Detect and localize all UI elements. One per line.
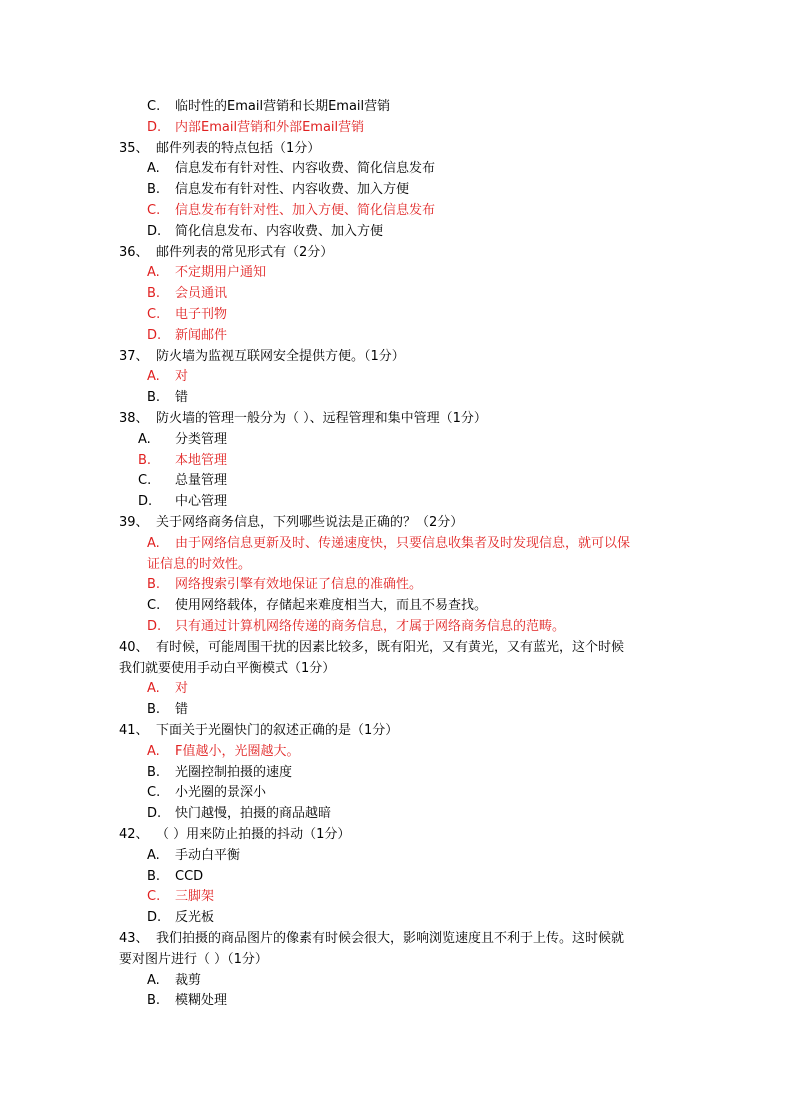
option-label: B. [138, 452, 152, 468]
line-text: 手动白平衡 [175, 847, 241, 863]
option-line [147, 617, 565, 637]
option-label: B. [147, 182, 161, 198]
option-label: C. [138, 473, 152, 489]
line-text: 信息发布有针对性、内容收费、加入方便 [175, 182, 410, 198]
line-text: 防火墙为监视互联网安全提供方便。（1分） [156, 348, 405, 364]
line-text: 中心管理 [175, 494, 228, 510]
option-line [147, 783, 266, 803]
option-line [147, 700, 188, 720]
option-label: D. [138, 494, 153, 510]
line-text: 由于网络信息更新及时、传递速度快，只要信息收集者及时发现信息，就可以保 [175, 535, 631, 551]
option-line [147, 887, 214, 907]
question-number: 37、 [119, 348, 149, 364]
question-line [119, 929, 624, 949]
option-label: D. [147, 223, 162, 239]
line-text: 对 [175, 369, 189, 385]
question-number: 42、 [119, 827, 149, 842]
question-line [119, 243, 333, 263]
line-text: 总量管理 [175, 473, 228, 489]
option-line [147, 846, 240, 866]
option-label: B. [147, 286, 161, 302]
option-line [147, 284, 227, 304]
option-line [147, 991, 227, 1011]
option-label: C. [147, 785, 161, 801]
line-text: 邮件列表的常见形式有（2分） [156, 244, 334, 260]
option-label: B. [147, 993, 161, 1009]
line-text: 对 [175, 681, 189, 697]
question-line [119, 409, 487, 429]
option-label: D. [147, 119, 162, 135]
line-text: 我们拍摄的商品图片的像素有时候会很大，影响浏览速度且不利于上传。这时候就 [156, 931, 625, 946]
question-continuation [119, 659, 335, 679]
option-label: A. [138, 431, 151, 447]
question-line [119, 139, 320, 159]
option-line [147, 201, 435, 221]
option-label: A. [147, 265, 160, 281]
question-line [119, 825, 350, 845]
line-text: 证信息的时效性。 [147, 556, 252, 572]
line-text: 小光圈的景深小 [175, 785, 267, 801]
option-label: A. [147, 847, 160, 863]
option-label: A. [147, 535, 160, 551]
line-text: 快门越慢，拍摄的商品越暗 [175, 806, 332, 822]
line-text: 信息发布有针对性、加入方便、简化信息发布 [175, 203, 436, 218]
question-continuation [119, 950, 268, 970]
option-label: B. [147, 702, 161, 718]
option-continuation [147, 555, 251, 575]
option-line [147, 679, 188, 699]
option-label: A. [147, 972, 160, 988]
line-text: 新闻邮件 [175, 327, 228, 343]
line-text: CCD [175, 868, 204, 884]
line-text: 电子刊物 [175, 307, 228, 322]
option-label: C. [147, 307, 161, 322]
option-line [147, 908, 214, 928]
option-label: B. [147, 390, 161, 406]
question-number: 39、 [119, 515, 149, 530]
question-number: 41、 [119, 723, 149, 738]
option-line [147, 763, 292, 783]
line-text: 使用网络载体，存储起来难度相当大，而且不易查找。 [175, 598, 488, 614]
option-line [147, 367, 188, 387]
line-text: 错 [175, 390, 189, 406]
question-number: 35、 [119, 140, 149, 156]
line-text: 模糊处理 [175, 993, 228, 1009]
option-label: C. [147, 203, 161, 218]
option-line [147, 388, 188, 408]
option-line [147, 804, 331, 824]
option-label: C. [147, 598, 161, 614]
option-line [147, 575, 422, 595]
option-line [147, 263, 266, 283]
line-text: 简化信息发布、内容收费、加入方便 [175, 223, 384, 239]
option-line [147, 596, 487, 616]
option-label: D. [147, 806, 162, 822]
line-text: 本地管理 [175, 452, 228, 468]
line-text: 反光板 [175, 910, 215, 926]
option-line [147, 534, 630, 554]
line-text: 有时候，可能周围干扰的因素比较多，既有阳光，又有黄光，又有蓝光，这个时候 [156, 639, 625, 655]
question-number: 40、 [119, 639, 149, 655]
option-line [147, 118, 364, 138]
option-line [147, 305, 227, 325]
option-line [147, 742, 299, 762]
line-text: 不定期用户通知 [175, 265, 267, 281]
line-text: 要对图片进行（ ）（1分） [119, 951, 268, 967]
question-line [119, 721, 398, 741]
line-text: 裁剪 [175, 972, 202, 988]
line-text: 三脚架 [175, 889, 215, 905]
option-label: D. [147, 619, 162, 634]
question-number: 36、 [119, 244, 149, 260]
line-text: 我们就要使用手动白平衡模式（1分） [119, 660, 336, 676]
option-line [147, 97, 390, 117]
question-line [119, 347, 405, 367]
option-line [138, 471, 227, 491]
option-line [147, 326, 227, 346]
line-text: F值越小，光圈越大。 [175, 743, 300, 759]
option-label: D. [147, 327, 162, 343]
line-text: 信息发布有针对性、内容收费、简化信息发布 [175, 161, 436, 177]
option-label: A. [147, 161, 160, 177]
option-line [138, 430, 227, 450]
line-text: 光圈控制拍摄的速度 [175, 764, 293, 780]
option-line [147, 159, 435, 179]
option-label: C. [147, 99, 161, 114]
question-line [119, 638, 624, 658]
line-text: 错 [175, 702, 189, 718]
line-text: 网络搜索引擎有效地保证了信息的准确性。 [175, 577, 423, 593]
line-text: 内部Email营销和外部Email营销 [175, 119, 365, 135]
option-line [147, 222, 383, 242]
option-label: C. [147, 889, 161, 905]
option-label: D. [147, 910, 162, 926]
line-text: 分类管理 [175, 431, 228, 447]
line-text: （ ）用来防止拍摄的抖动（1分） [156, 827, 351, 842]
option-label: A. [147, 743, 160, 759]
line-text: 下面关于光圈快门的叙述正确的是（1分） [156, 723, 399, 738]
line-text: 只有通过计算机网络传递的商务信息，才属于网络商务信息的范畴。 [175, 619, 566, 634]
option-line [138, 492, 227, 512]
option-line [147, 180, 409, 200]
line-text: 关于网络商务信息，下列哪些说法是正确的？（2分） [156, 515, 464, 530]
question-number: 43、 [119, 931, 149, 946]
option-label: B. [147, 764, 161, 780]
option-line [138, 451, 227, 471]
option-label: B. [147, 577, 161, 593]
line-text: 防火墙的管理一般分为（ ）、远程管理和集中管理（1分） [156, 411, 487, 426]
question-number: 38、 [119, 411, 149, 426]
line-text: 邮件列表的特点包括（1分） [156, 140, 321, 156]
line-text: 临时性的Email营销和长期Email营销 [175, 99, 391, 114]
option-label: A. [147, 369, 160, 385]
option-label: B. [147, 868, 161, 884]
line-text: 会员通讯 [175, 286, 228, 302]
question-line [119, 513, 463, 533]
option-line [147, 867, 203, 887]
option-label: A. [147, 681, 160, 697]
option-line [147, 971, 201, 991]
